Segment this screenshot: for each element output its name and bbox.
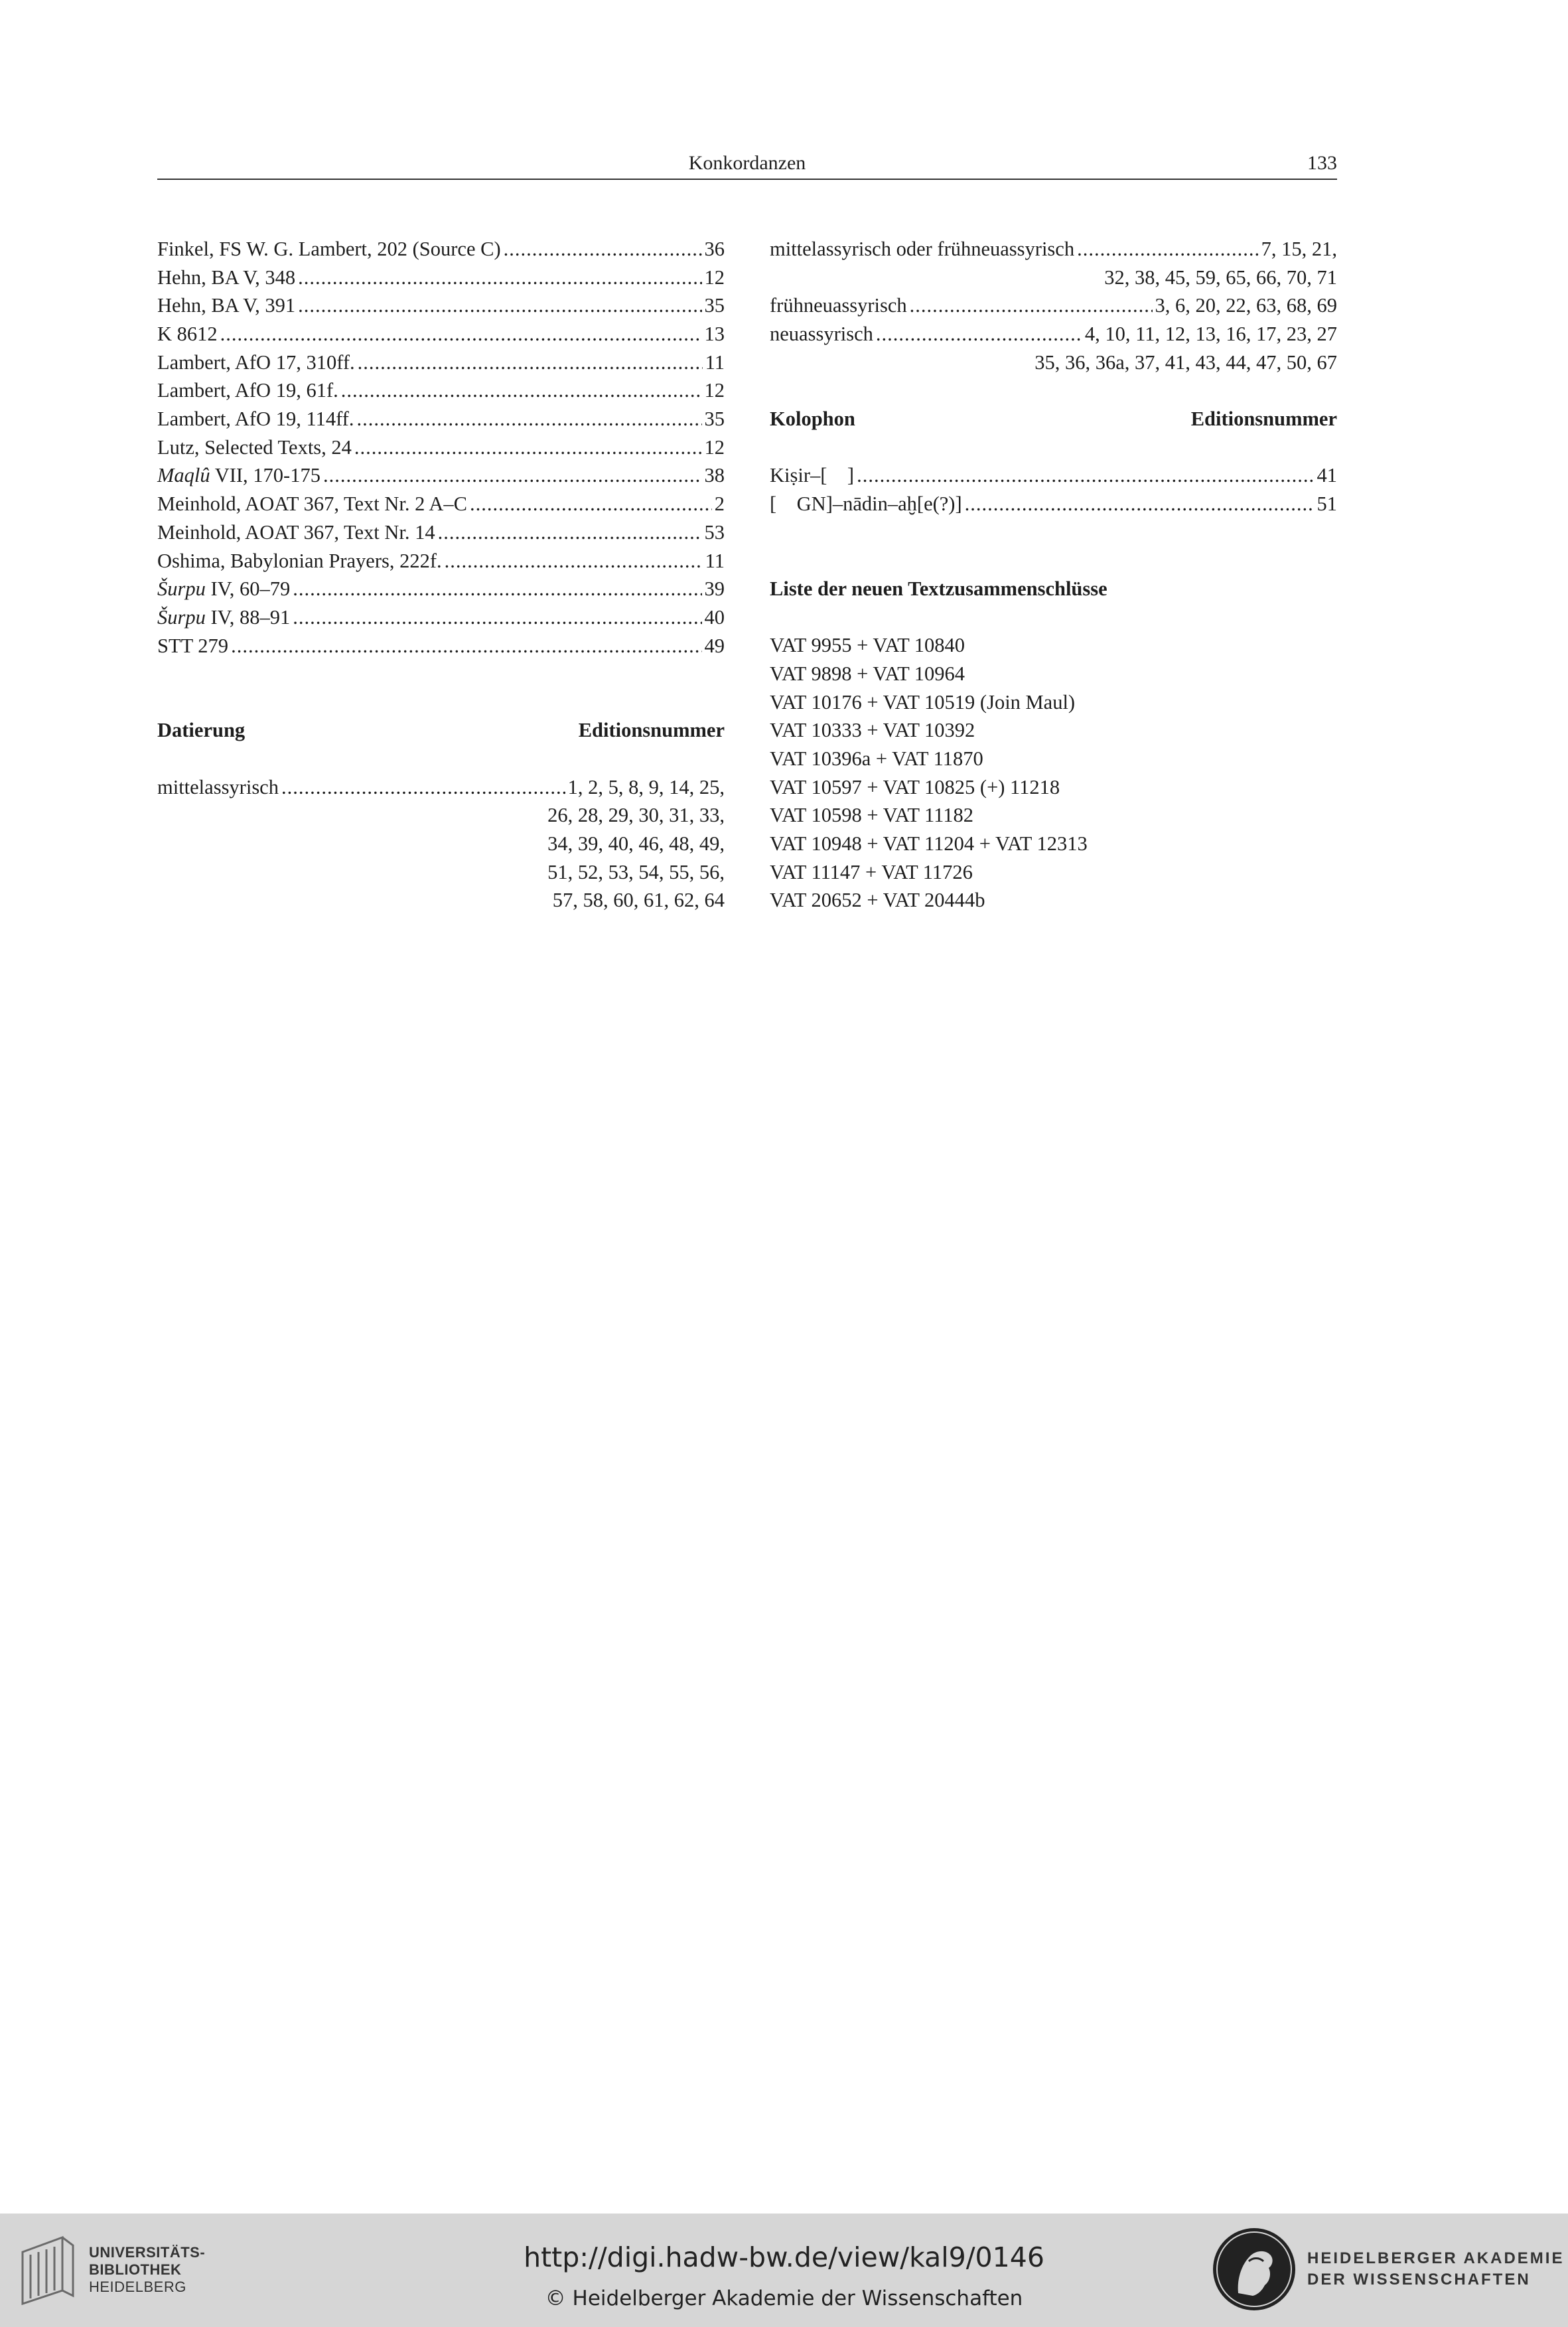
dot-leader — [341, 376, 702, 405]
dot-leader — [445, 547, 703, 575]
concordance-entry — [157, 291, 725, 320]
join-item: VAT 11147 + VAT 11726 — [770, 860, 973, 883]
library-name-line: HEIDELBERG — [89, 2279, 186, 2295]
entry-label: mittelassyrisch oder frühneuassyrisch — [770, 237, 1075, 260]
entry-label: Finkel, FS W. G. Lambert, 202 (Source C) — [157, 237, 501, 260]
entry-number: 36 — [704, 237, 725, 260]
dot-leader — [965, 490, 1315, 518]
entry-label — [157, 575, 290, 603]
dating-entry — [770, 291, 1337, 320]
entry-number: 40 — [704, 605, 725, 629]
dot-leader — [857, 461, 1314, 490]
dating-entry-first-line — [157, 773, 725, 802]
colophon-entry — [770, 462, 1337, 490]
dot-leader — [220, 320, 702, 348]
entry-number: 12 — [704, 379, 725, 402]
entry-label: K 8612 — [157, 323, 218, 346]
concordance-list — [157, 235, 725, 660]
entry-label: Lambert, AfO 19, 114ff. — [157, 408, 354, 431]
entry-label: Meinhold, AOAT 367, Text Nr. 14 — [157, 520, 435, 544]
entry-number: 41 — [1317, 464, 1337, 487]
entry-numbers: 1, 2, 5, 8, 9, 14, 25, — [567, 775, 725, 798]
dot-leader — [323, 461, 702, 490]
concordance-entry — [157, 547, 725, 575]
join-item: VAT 20652 + VAT 20444b — [770, 889, 985, 912]
concordance-entry — [157, 235, 725, 263]
dot-leader — [281, 773, 565, 802]
dating-entry — [770, 320, 1337, 348]
colophon-list — [770, 462, 1337, 518]
join-item: VAT 10948 + VAT 11204 + VAT 12313 — [770, 832, 1088, 856]
concordance-entry — [157, 376, 725, 405]
page-header — [157, 149, 1337, 180]
join-item: VAT 10598 + VAT 11182 — [770, 804, 974, 827]
academy-name-line: HEIDELBERGER AKADEMIE — [1307, 2249, 1565, 2267]
dot-leader — [298, 263, 701, 292]
concordance-entry — [157, 462, 725, 490]
entry-number: 53 — [704, 520, 725, 544]
dot-leader — [356, 405, 701, 433]
copyright-notice: © Heidelberger Akademie der Wissenschaften — [545, 2287, 1023, 2310]
entry-label-rest: IV, 60–79 — [205, 577, 291, 601]
entry-label — [157, 603, 290, 632]
concordance-entry — [157, 632, 725, 660]
library-name-line: BIBLIOTHEK — [89, 2261, 182, 2278]
join-item: VAT 10176 + VAT 10519 (Join Maul) — [770, 690, 1076, 713]
entry-number: 49 — [704, 634, 725, 657]
entry-label: frühneuassyrisch — [770, 294, 907, 317]
entry-number: 12 — [704, 265, 725, 289]
entry-label-rest: VII, 170-175 — [210, 464, 321, 487]
entry-label-italic: Šurpu — [157, 577, 206, 601]
entry-numbers-continuation: 26, 28, 29, 30, 31, 33, — [547, 804, 725, 827]
entry-label: Hehn, BA V, 348 — [157, 265, 296, 289]
entry-numbers: 3, 6, 20, 22, 63, 68, 69 — [1155, 294, 1337, 317]
entry-number: 12 — [704, 435, 725, 459]
entry-numbers: 7, 15, 21, — [1261, 237, 1337, 260]
dot-leader — [504, 235, 702, 263]
dot-leader — [298, 291, 701, 320]
dot-leader — [910, 291, 1153, 320]
entry-label: mittelassyrisch — [157, 775, 279, 798]
entry-label: [ GN]–nādin–aḫ[e(?)] — [770, 492, 962, 516]
entry-label: Hehn, BA V, 391 — [157, 294, 296, 317]
dot-leader — [293, 575, 701, 603]
entry-numbers-continuation: 34, 39, 40, 46, 48, 49, — [547, 832, 725, 856]
footer-bar — [0, 2214, 1568, 2327]
join-item: VAT 10597 + VAT 10825 (+) 11218 — [770, 775, 1060, 798]
dot-leader — [293, 603, 701, 632]
concordance-entry — [157, 348, 725, 377]
concordance-entry — [157, 518, 725, 547]
entry-numbers: 4, 10, 11, 12, 13, 16, 17, 23, 27 — [1084, 323, 1337, 346]
right-column — [770, 235, 1337, 915]
left-column — [157, 235, 725, 915]
library-name-line: UNIVERSITÄTS- — [89, 2244, 206, 2261]
academy-name — [1307, 2248, 1564, 2290]
entry-label: neuassyrisch — [770, 323, 873, 346]
entry-number: 39 — [704, 577, 725, 601]
source-url-link[interactable]: http://digi.hadw-bw.de/view/kal9/0146 — [524, 2241, 1044, 2273]
entry-label: Meinhold, AOAT 367, Text Nr. 2 A–C — [157, 492, 467, 516]
concordance-entry — [157, 263, 725, 292]
colophon-heading-left: Kolophon — [770, 408, 855, 431]
dating-entry — [770, 235, 1337, 263]
entry-numbers-continuation: 57, 58, 60, 61, 62, 64 — [552, 889, 725, 912]
academy-seal-icon — [1212, 2227, 1297, 2312]
dot-leader — [231, 632, 701, 660]
colophon-heading — [770, 405, 1337, 433]
entry-numbers-continuation: 35, 36, 36a, 37, 41, 43, 44, 47, 50, 67 — [1034, 350, 1337, 374]
dot-leader — [470, 490, 712, 518]
concordance-entry — [157, 405, 725, 433]
entry-number: 13 — [704, 323, 725, 346]
dating-heading — [157, 716, 725, 745]
join-item: VAT 9955 + VAT 10840 — [770, 634, 965, 657]
entry-label: Lambert, AfO 19, 61f. — [157, 379, 338, 402]
entry-label-italic: Maqlû — [157, 464, 210, 487]
entry-label-italic: Šurpu — [157, 605, 206, 629]
dot-leader — [358, 348, 703, 377]
colophon-entry — [770, 490, 1337, 518]
join-item: VAT 9898 + VAT 10964 — [770, 662, 965, 685]
dot-leader — [438, 518, 702, 547]
entry-label: Kiṣir–[ ] — [770, 464, 855, 487]
entry-number: 11 — [705, 549, 725, 572]
entry-numbers-continuation: 32, 38, 45, 59, 65, 66, 70, 71 — [1104, 265, 1337, 289]
dating-entry — [157, 773, 725, 915]
entry-number: 51 — [1317, 492, 1337, 516]
colophon-heading-right: Editionsnummer — [1190, 408, 1337, 431]
entry-number: 2 — [714, 492, 725, 516]
dot-leader — [1077, 235, 1259, 263]
concordance-entry — [157, 320, 725, 348]
entry-label: Lutz, Selected Texts, 24 — [157, 435, 352, 459]
page-number: 133 — [1307, 152, 1337, 174]
joins-heading: Liste der neuen Textzusammenschlüsse — [770, 577, 1107, 600]
entry-label — [157, 461, 321, 490]
concordance-entry — [157, 603, 725, 632]
entry-number: 11 — [705, 350, 725, 374]
dot-leader — [354, 433, 702, 462]
entry-label-rest: IV, 88–91 — [205, 605, 291, 629]
join-item: VAT 10333 + VAT 10392 — [770, 719, 975, 742]
entry-number: 35 — [704, 408, 725, 431]
academy-name-line: DER WISSENSCHAFTEN — [1307, 2271, 1531, 2289]
dating-heading-right: Editionsnummer — [578, 719, 725, 742]
entry-label: Lambert, AfO 17, 310ff. — [157, 350, 355, 374]
concordance-entry — [157, 575, 725, 603]
joins-list — [770, 631, 1337, 915]
entry-label: Oshima, Babylonian Prayers, 222f. — [157, 549, 442, 572]
entry-number: 38 — [704, 464, 725, 487]
entry-numbers-continuation: 51, 52, 53, 54, 55, 56, — [547, 860, 725, 883]
entry-label: STT 279 — [157, 634, 229, 657]
entry-number: 35 — [704, 294, 725, 317]
dating-list-continued — [770, 235, 1337, 376]
concordance-entry — [157, 490, 725, 518]
concordance-entry — [157, 433, 725, 462]
dating-heading-left: Datierung — [157, 719, 246, 742]
running-title: Konkordanzen — [688, 152, 806, 174]
join-item: VAT 10396a + VAT 11870 — [770, 747, 983, 770]
dot-leader — [876, 320, 1082, 348]
